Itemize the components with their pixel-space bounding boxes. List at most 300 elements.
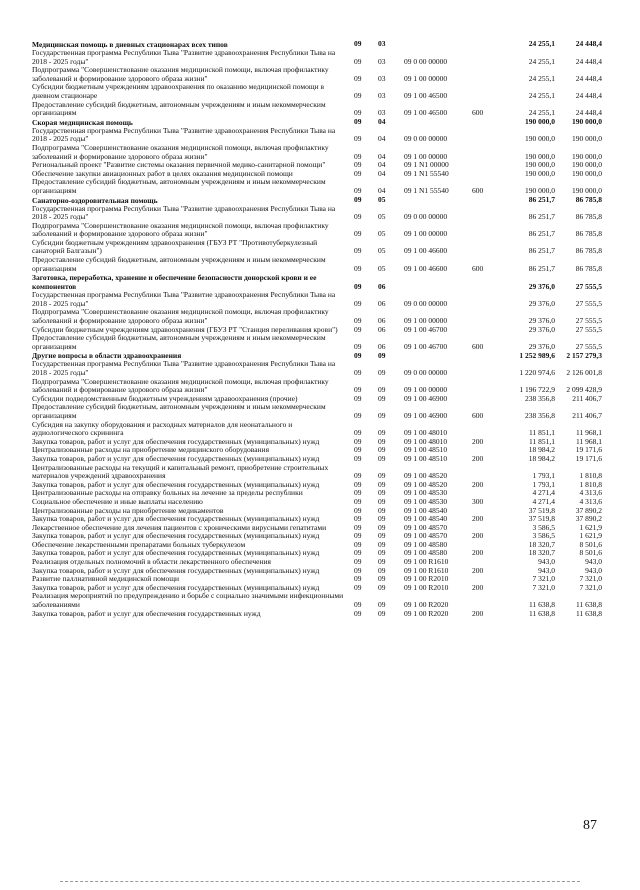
target-article-code: 09 1 N1 55540: [404, 168, 449, 178]
amount-2024: 24 255,1: [528, 73, 555, 83]
expense-type-code: [472, 49, 500, 66]
subsection-code: 09: [378, 600, 386, 610]
subsection-code: 03: [378, 90, 386, 100]
expense-type-code: [472, 360, 500, 377]
amount-2025: 37 890,2: [575, 505, 602, 515]
section-code: 09: [354, 151, 362, 161]
amount-2025: 27 555,5: [575, 316, 602, 326]
row-name: Государственная программа Республики Тыва "Развитие здравоохранения Республики Тыва на 2018 - 2025 годы": [32, 125, 336, 144]
expense-type-code: [472, 326, 500, 335]
section-code: 09: [354, 246, 362, 256]
amount-2024: 1 196 722,9: [519, 385, 555, 395]
amount-2024: 11 851,1: [529, 428, 555, 438]
row-name: Обеспечение закупки авиационных работ в целях оказания медицинской помощи: [32, 168, 293, 178]
expense-type-code: [472, 144, 500, 161]
section-code: 09: [354, 471, 362, 481]
amount-2024: 1 220 974,6: [519, 368, 555, 377]
amount-2025: 86 785,8: [575, 246, 602, 256]
target-article-code: 09 1 00 46500: [404, 108, 448, 118]
row-name: Подпрограмма "Совершенствование оказания медицинской помощи, включая профилактику заболеваний и формирование здорового образа жизни": [32, 307, 329, 326]
subsection-code: 09: [378, 436, 386, 446]
subsection-code: 04: [378, 160, 386, 170]
section-code: 09: [354, 453, 362, 463]
expense-type-code: 200: [472, 582, 484, 592]
subsection-code: 09: [378, 393, 386, 403]
section-code: 09: [354, 582, 362, 592]
section-code: 09: [354, 160, 362, 170]
target-article-code: [404, 40, 472, 49]
expense-type-code: 200: [472, 453, 484, 463]
target-article-code: 09 1 00 48570: [404, 522, 448, 532]
subsection-code: 09: [378, 608, 386, 618]
amount-2024: 18 984,2: [528, 453, 555, 463]
amount-2024: 1 793,1: [532, 471, 555, 481]
expense-type-code: 600: [472, 263, 484, 273]
target-article-code: 09 0 00 00000: [404, 298, 448, 308]
subsection-code: 09: [378, 574, 386, 584]
row-name: Лекарственное обеспечение для лечения пациентов с хроническими вирусными гепатитами: [32, 522, 327, 532]
section-code: 09: [354, 488, 362, 498]
amount-2025: 8 501,6: [579, 548, 602, 558]
target-article-code: 09 1 00 00000: [404, 229, 448, 239]
row-name: Скорая медицинская помощь: [32, 117, 133, 127]
amount-2025: 86 785,8: [575, 194, 602, 204]
subsection-code: 03: [378, 108, 386, 118]
subsection-code: 04: [378, 117, 386, 127]
amount-2024: 24 255,1: [528, 90, 555, 100]
table-row: [32, 256, 602, 273]
expense-type-code: [472, 196, 500, 205]
expense-type-code: 200: [472, 436, 484, 446]
section-code: 09: [354, 393, 362, 403]
target-article-code: 09 1 N1 00000: [404, 160, 449, 170]
row-name: Закупка товаров, работ и услуг для обеспечения государственных (муниципальных) нужд: [32, 531, 320, 541]
subsection-code: 09: [378, 488, 386, 498]
target-article-code: 09 1 00 00000: [404, 151, 448, 161]
amount-2024: 24 255,1: [528, 108, 555, 118]
expense-type-code: [472, 170, 500, 179]
row-name: Закупка товаров, работ и услуг для обеспечения государственных (муниципальных) нужд: [32, 548, 320, 558]
row-name: Подпрограмма "Совершенствование оказания медицинской помощи, включая профилактику заболеваний и формирование здорового образа жизни": [32, 220, 329, 239]
section-code: 09: [354, 39, 362, 49]
section-code: 09: [354, 514, 362, 524]
section-code: 09: [354, 548, 362, 558]
row-name: Закупка товаров, работ и услуг для обеспечения государственных (муниципальных) нужд: [32, 479, 320, 489]
table-row: [32, 403, 602, 420]
amount-2024: 190 000,0: [525, 185, 555, 195]
expense-type-code: [472, 205, 500, 222]
amount-2024: 238 356,8: [525, 393, 555, 403]
row-name: Санаторно-оздоровительная помощь: [32, 195, 158, 205]
expense-type-code: 600: [472, 410, 484, 420]
subsection-code: 09: [378, 350, 386, 360]
target-article-code: 09 1 00 48530: [404, 488, 448, 498]
amount-2025: 190 000,0: [572, 134, 602, 144]
target-article-code: 09 1 00 R2020: [404, 608, 449, 618]
expense-type-code: [472, 83, 500, 100]
subsection-code: 09: [378, 453, 386, 463]
subsection-code: 05: [378, 229, 386, 239]
amount-2024: 943,0: [538, 557, 555, 567]
scan-edge-divider: [60, 881, 580, 882]
amount-2025: 37 890,2: [575, 514, 602, 524]
amount-2025: 11 638,8: [576, 600, 602, 610]
amount-2025: 1 621,9: [579, 522, 602, 532]
target-article-code: [404, 118, 472, 127]
table-row: [32, 464, 602, 481]
amount-2025: 27 555,5: [575, 341, 602, 351]
amount-2024: 7 321,0: [532, 574, 555, 584]
amount-2025: 1 810,8: [579, 479, 602, 489]
amount-2025: 2 126 001,8: [566, 368, 602, 377]
section-code: 09: [354, 522, 362, 532]
subsection-code: 03: [378, 39, 386, 49]
expense-type-code: [472, 161, 500, 170]
expense-type-code: 200: [472, 608, 484, 618]
amount-2025: 190 000,0: [572, 151, 602, 161]
section-code: 09: [354, 117, 362, 127]
amount-2024: 943,0: [538, 565, 555, 575]
subsection-code: 05: [378, 212, 386, 222]
table-row: [32, 273, 602, 291]
section-code: 09: [354, 212, 362, 222]
section-code: 09: [354, 428, 362, 438]
amount-2024: 29 376,0: [528, 341, 555, 351]
section-code: 09: [354, 168, 362, 178]
amount-2024: 29 376,0: [528, 281, 555, 291]
target-article-code: 09 1 00 48510: [404, 453, 448, 463]
target-article-code: 09 1 00 R2010: [404, 582, 449, 592]
expense-type-code: [472, 378, 500, 395]
amount-2025: 27 555,5: [575, 324, 602, 334]
subsection-code: 09: [378, 548, 386, 558]
expense-type-code: [472, 127, 500, 144]
target-article-code: 09 1 00 46600: [404, 263, 448, 273]
target-article-code: 09 1 00 48570: [404, 531, 448, 541]
row-name: Предоставление субсидий бюджетным, автономным учреждениям и иным некоммерческим организациям: [32, 177, 326, 195]
amount-2025: 190 000,0: [572, 160, 602, 170]
amount-2024: 86 251,7: [528, 212, 555, 222]
section-code: 09: [354, 73, 362, 83]
expense-type-code: [472, 291, 500, 308]
expense-type-code: 200: [472, 479, 484, 489]
table-row: [32, 592, 602, 609]
section-code: 09: [354, 565, 362, 575]
target-article-code: [404, 351, 472, 360]
amount-2025: 190 000,0: [572, 168, 602, 178]
section-code: 09: [354, 281, 362, 291]
row-name: Региональный проект "Развитие системы оказания первичной медико-санитарной помощи": [32, 160, 326, 170]
target-article-code: 09 1 00 48530: [404, 496, 448, 506]
row-name: Предоставление субсидий бюджетным, автономным учреждениям и иным некоммерческим организациям: [32, 333, 326, 351]
expense-type-code: [472, 66, 500, 83]
expense-type-code: [472, 308, 500, 325]
expense-type-code: 200: [472, 548, 484, 558]
subsection-code: 09: [378, 445, 386, 455]
section-code: 09: [354, 108, 362, 118]
subsection-code: 09: [378, 522, 386, 532]
section-code: 09: [354, 600, 362, 610]
amount-2025: 19 171,6: [575, 445, 602, 455]
table-row: [32, 360, 602, 377]
row-name: Предоставление субсидий бюджетным, автономным учреждениям и иным некоммерческим организациям: [32, 255, 326, 273]
expense-type-code: 600: [472, 185, 484, 195]
amount-2024: 4 271,4: [532, 488, 555, 498]
amount-2025: 24 448,4: [575, 73, 602, 83]
section-code: 09: [354, 496, 362, 506]
table-body: [32, 40, 602, 618]
subsection-code: 05: [378, 263, 386, 273]
amount-2025: 19 171,6: [575, 453, 602, 463]
amount-2024: 29 376,0: [528, 316, 555, 326]
amount-2024: 1 793,1: [532, 479, 555, 489]
subsection-code: 09: [378, 565, 386, 575]
expense-type-code: [472, 592, 500, 609]
row-name: Подпрограмма "Совершенствование оказания медицинской помощи, включая профилактику заболеваний и формирование здорового образа жизни": [32, 142, 329, 161]
row-name: Развитие паллиативной медицинской помощи: [32, 574, 180, 584]
amount-2024: 11 851,1: [529, 436, 555, 446]
section-code: 09: [354, 410, 362, 420]
table-row: [32, 144, 602, 161]
expense-type-code: [472, 464, 500, 481]
amount-2024: 24 255,1: [528, 39, 555, 49]
table-row: [32, 66, 602, 83]
section-code: 09: [354, 341, 362, 351]
table-row: [32, 239, 602, 256]
budget-page: [32, 40, 602, 618]
row-name: Реализация отдельных полномочий в области лекарственного обеспечения: [32, 557, 271, 567]
subsection-code: 09: [378, 479, 386, 489]
section-code: 09: [354, 436, 362, 446]
target-article-code: 09 1 00 48520: [404, 471, 448, 481]
amount-2024: 86 251,7: [528, 263, 555, 273]
row-name: Централизованные расходы на отправку больных на лечение за пределы республики: [32, 488, 303, 498]
target-article-code: 09 1 00 46500: [404, 90, 448, 100]
target-article-code: 09 0 00 00000: [404, 134, 448, 144]
amount-2024: 11 638,8: [529, 600, 555, 610]
row-name: Государственная программа Республики Тыва "Развитие здравоохранения Республики Тыва на 2018 - 2025 годы": [32, 359, 336, 377]
section-code: 09: [354, 194, 362, 204]
amount-2025: 2 099 428,9: [566, 385, 602, 395]
section-code: 09: [354, 539, 362, 549]
subsection-code: 06: [378, 316, 386, 326]
amount-2025: 943,0: [585, 557, 602, 567]
amount-2025: 86 785,8: [575, 229, 602, 239]
row-name: Централизованные расходы на текущий и капитальный ремонт, приобретение строительных материалов учреждений здравоохранения: [32, 462, 329, 481]
row-name: Централизованные расходы на приобретение медикаментов: [32, 505, 224, 515]
table-row: [32, 291, 602, 308]
row-name: Реализация мероприятий по предупреждению и борьбе с социально значимыми инфекционными заболеваниями: [32, 591, 344, 610]
amount-2025: 1 621,9: [579, 531, 602, 541]
target-article-code: 09 0 00 00000: [404, 368, 448, 377]
section-code: 09: [354, 608, 362, 618]
amount-2025: 24 448,4: [575, 39, 602, 49]
amount-2025: 7 321,0: [579, 574, 602, 584]
section-code: 09: [354, 368, 362, 377]
amount-2024: 4 271,4: [532, 496, 555, 506]
subsection-code: 09: [378, 557, 386, 567]
section-code: 09: [354, 350, 362, 360]
amount-2024: 37 519,8: [528, 505, 555, 515]
section-code: 09: [354, 134, 362, 144]
amount-2024: 24 255,1: [528, 56, 555, 66]
expense-type-code: [472, 273, 500, 291]
expense-type-code: 200: [472, 565, 484, 575]
row-name: Централизованные расходы на приобретение медицинского оборудования: [32, 445, 270, 455]
section-code: 09: [354, 531, 362, 541]
target-article-code: 09 1 00 R2010: [404, 574, 449, 584]
target-article-code: 09 1 00 R1610: [404, 565, 449, 575]
subsection-code: 09: [378, 496, 386, 506]
subsection-code: 06: [378, 324, 386, 334]
section-code: 09: [354, 505, 362, 515]
table-row: [32, 421, 602, 438]
amount-2024: 3 586,5: [532, 522, 555, 532]
expense-type-code: 600: [472, 108, 484, 118]
section-code: 09: [354, 557, 362, 567]
amount-2024: 86 251,7: [528, 194, 555, 204]
amount-2025: 86 785,8: [575, 263, 602, 273]
amount-2025: 943,0: [585, 565, 602, 575]
subsection-code: 06: [378, 298, 386, 308]
subsection-code: 09: [378, 410, 386, 420]
section-code: 09: [354, 385, 362, 395]
subsection-code: 04: [378, 185, 386, 195]
row-name: Предоставление субсидий бюджетным, автономным учреждениям и иным некоммерческим организациям: [32, 402, 326, 420]
subsection-code: 03: [378, 73, 386, 83]
subsection-code: 04: [378, 151, 386, 161]
section-code: 09: [354, 56, 362, 66]
subsection-code: 03: [378, 56, 386, 66]
target-article-code: 09 1 00 48540: [404, 505, 448, 515]
amount-2025: 1 810,8: [579, 471, 602, 481]
target-article-code: 09 1 00 46700: [404, 341, 448, 351]
table-row: [32, 308, 602, 325]
section-code: 09: [354, 298, 362, 308]
target-article-code: 09 1 00 48520: [404, 479, 448, 489]
row-name: Закупка товаров, работ и услуг для обеспечения государственных (муниципальных) нужд: [32, 565, 320, 575]
amount-2024: 11 638,8: [529, 608, 555, 618]
table-row: [32, 334, 602, 351]
amount-2025: 24 448,4: [575, 90, 602, 100]
target-article-code: 09 1 00 48510: [404, 445, 448, 455]
amount-2025: 11 968,1: [576, 428, 602, 438]
budget-table: [32, 40, 602, 618]
amount-2025: 7 321,0: [579, 582, 602, 592]
subsection-code: 05: [378, 194, 386, 204]
row-name: Закупка товаров, работ и услуг для обеспечения государственных нужд: [32, 608, 261, 618]
amount-2025: 24 448,4: [575, 108, 602, 118]
amount-2025: 8 501,6: [579, 539, 602, 549]
target-article-code: 09 0 00 00000: [404, 56, 448, 66]
target-article-code: 09 1 00 48580: [404, 539, 448, 549]
row-name: Субсидия на закупку оборудования и расходных материалов для неонатального и аудиологического скрининга: [32, 419, 293, 438]
amount-2025: 211 406,7: [572, 393, 602, 403]
expense-type-code: [472, 421, 500, 438]
target-article-code: 09 1 00 00000: [404, 73, 448, 83]
target-article-code: [404, 273, 472, 291]
row-name: Субсидии бюджетным учреждениям здравоохранения по оказанию медицинской помощи в дневном стационаре: [32, 82, 325, 100]
target-article-code: 09 1 00 48010: [404, 436, 448, 446]
subsection-code: 05: [378, 246, 386, 256]
table-row: [32, 127, 602, 144]
amount-2024: 190 000,0: [525, 168, 555, 178]
row-name: Предоставление субсидий бюджетным, автономным учреждениям и иным некоммерческим организациям: [32, 99, 326, 118]
row-name: Государственная программа Республики Тыва "Развитие здравоохранения Республики Тыва на 2018 - 2025 годы": [32, 203, 336, 222]
section-code: 09: [354, 263, 362, 273]
target-article-code: 09 1 00 46700: [404, 324, 448, 334]
section-code: 09: [354, 574, 362, 584]
row-name: Закупка товаров, работ и услуг для обеспечения государственных (муниципальных) нужд: [32, 436, 320, 446]
section-code: 09: [354, 445, 362, 455]
target-article-code: 09 0 00 00000: [404, 212, 448, 222]
expense-type-code: 200: [472, 531, 484, 541]
row-name: Подпрограмма "Совершенствование оказания медицинской помощи, включая профилактику заболеваний и формирование здорового образа жизни": [32, 65, 329, 83]
target-article-code: 09 1 00 46900: [404, 410, 448, 420]
amount-2025: 11 638,8: [576, 608, 602, 618]
table-row: [32, 378, 602, 395]
subsection-code: 09: [378, 368, 386, 377]
section-code: 09: [354, 185, 362, 195]
expense-type-code: 300: [472, 496, 484, 506]
amount-2024: 37 519,8: [528, 514, 555, 524]
table-row: [32, 610, 602, 619]
section-code: 09: [354, 316, 362, 326]
target-article-code: 09 1 N1 55540: [404, 185, 449, 195]
row-name: Закупка товаров, работ и услуг для обеспечения государственных (муниципальных) нужд: [32, 582, 320, 592]
amount-2024: 18 320,7: [528, 539, 555, 549]
expense-type-code: 600: [472, 341, 484, 351]
row-name: Обеспечение лекарственными препаратами больных туберкулезом: [32, 539, 246, 549]
target-article-code: 09 1 00 48540: [404, 514, 448, 524]
amount-2025: 190 000,0: [572, 185, 602, 195]
subsection-code: 09: [378, 539, 386, 549]
subsection-code: 09: [378, 428, 386, 438]
expense-type-code: [472, 351, 500, 360]
amount-2025: 2 157 279,3: [566, 350, 602, 360]
subsection-code: 06: [378, 281, 386, 291]
table-row: [32, 178, 602, 195]
target-article-code: 09 1 00 R1610: [404, 557, 449, 567]
target-article-code: 09 1 00 46600: [404, 246, 448, 256]
amount-2025: 190 000,0: [572, 117, 602, 127]
row-name: Государственная программа Республики Тыва "Развитие здравоохранения Республики Тыва на 2018 - 2025 годы": [32, 290, 336, 308]
page-number: 87: [583, 818, 597, 833]
section-code: 09: [354, 90, 362, 100]
row-name: Субсидии подведомственным бюджетным учреждениям здравоохранения (прочие): [32, 393, 298, 403]
amount-2024: 86 251,7: [528, 229, 555, 239]
amount-2025: 86 785,8: [575, 212, 602, 222]
amount-2024: 190 000,0: [525, 117, 555, 127]
amount-2024: 190 000,0: [525, 160, 555, 170]
amount-2025: 211 406,7: [572, 410, 602, 420]
table-row: [32, 205, 602, 222]
target-article-code: 09 1 00 48010: [404, 428, 448, 438]
row-name: Субсидии бюджетным учреждениям здравоохранения (ГБУЗ РТ "Станция переливания крови"): [32, 324, 338, 334]
table-row: [32, 83, 602, 100]
row-name: Социальное обеспечение и иные выплаты населению: [32, 496, 203, 506]
subsection-code: 09: [378, 531, 386, 541]
row-name: Закупка товаров, работ и услуг для обеспечения государственных (муниципальных) нужд: [32, 514, 320, 524]
amount-2025: 4 313,6: [579, 488, 602, 498]
amount-2024: 190 000,0: [525, 151, 555, 161]
target-article-code: [404, 196, 472, 205]
row-name: Государственная программа Республики Тыва "Развитие здравоохранения Республики Тыва на 2018 - 2025 годы": [32, 48, 336, 66]
subsection-code: 09: [378, 505, 386, 515]
row-name: Другие вопросы в области здравоохранения: [32, 351, 182, 361]
subsection-code: 06: [378, 341, 386, 351]
target-article-code: 09 1 00 00000: [404, 316, 448, 326]
